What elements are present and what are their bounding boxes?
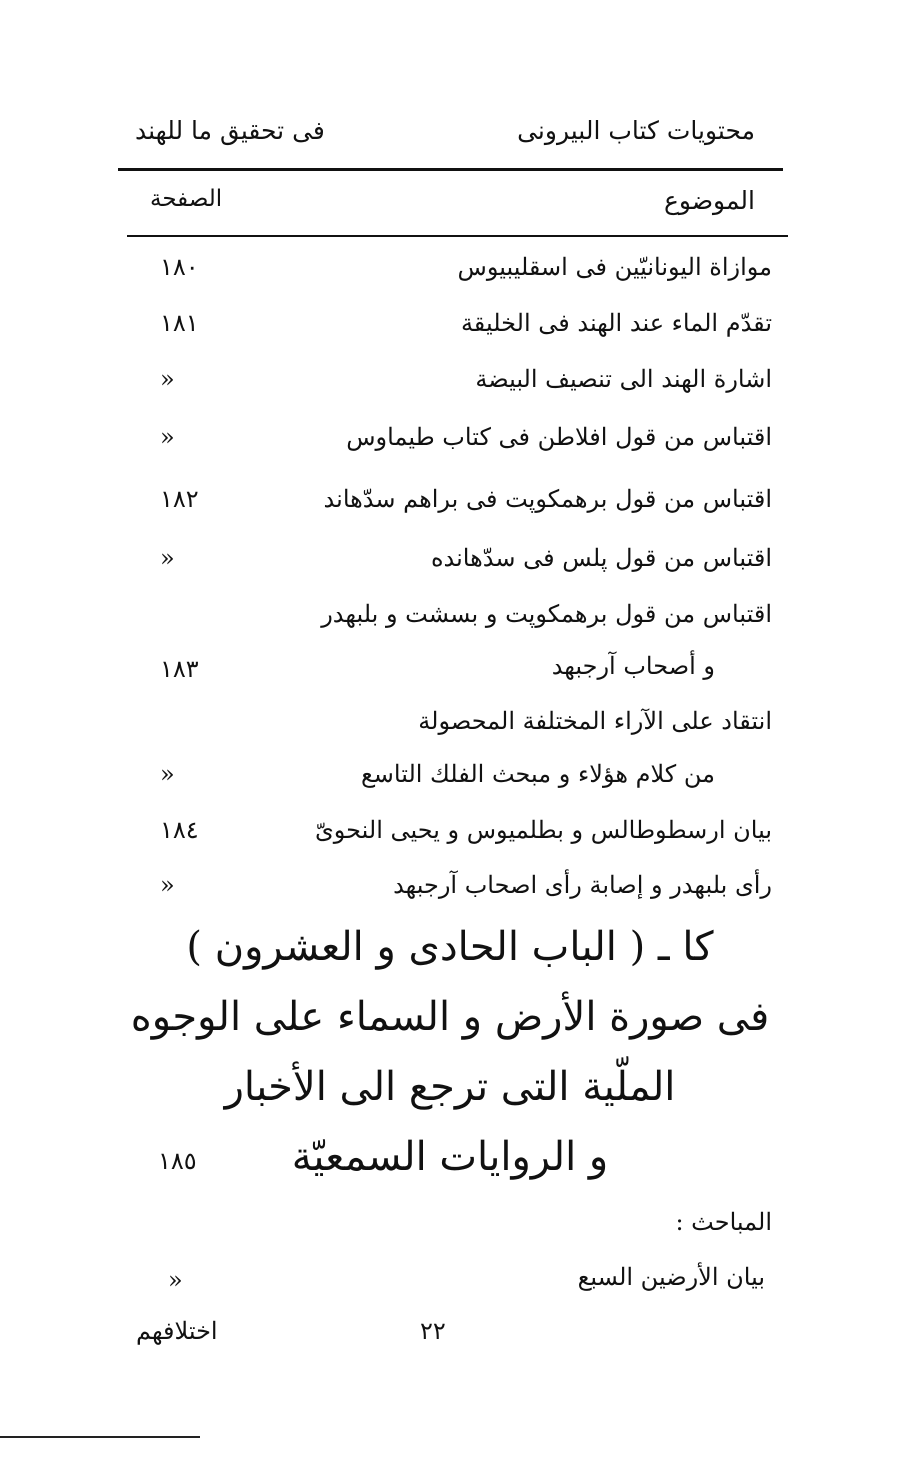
bottom-edge-line xyxy=(0,1436,200,1438)
toc-entry-topic: اقتباس من قول پلس فى سدّهانده xyxy=(430,544,772,572)
toc-entry-page: » xyxy=(160,365,175,393)
toc-entry-topic: اقتباس من قول برهمكوپت فى براهم سدّهاند xyxy=(323,485,772,513)
column-heading-rule xyxy=(127,235,788,237)
chapter-title-line: الملّية التى ترجع الى الأخبار xyxy=(224,1064,676,1110)
toc-entry-topic: موازاة اليونانيّين فى اسقليبيوس xyxy=(457,253,772,281)
toc-entry-topic: بيان ارسطوطالس و بطلميوس و يحيى النحوىّ xyxy=(314,816,772,844)
chapter-title-line: و الروايات السمعيّة xyxy=(291,1134,609,1180)
sections-label: المباحث : xyxy=(675,1208,772,1236)
toc-entry-page: ١٨٠ xyxy=(160,253,199,281)
chapter-page: ١٨٥ xyxy=(158,1147,197,1175)
toc-entry-topic: اقتباس من قول برهمكوپت و بسشت و بلبهدر xyxy=(321,600,772,628)
toc-entry-page: ١٨٢ xyxy=(160,485,199,513)
page-number: ٢٢ xyxy=(420,1317,446,1345)
section-entry-topic: بيان الأرضين السبع xyxy=(577,1263,765,1291)
toc-entry-topic: من كلام هؤلاء و مبحث الفلك التاسع xyxy=(361,760,715,788)
toc-entry-topic: رأى بلبهدر و إصابة رأى اصحاب آرجبهد xyxy=(393,871,772,899)
section-entry-page: » xyxy=(168,1266,183,1294)
toc-entry-page: » xyxy=(160,544,175,572)
toc-entry-page: ١٨٣ xyxy=(160,655,199,683)
toc-entry-topic: اشارة الهند الى تنصيف البيضة xyxy=(475,365,772,393)
toc-entry-page: » xyxy=(160,760,175,788)
toc-entry-page: » xyxy=(160,871,175,899)
column-heading-topic: الموضوع xyxy=(664,186,755,215)
toc-entry-page: ١٨٤ xyxy=(160,816,199,844)
chapter-title-line: فى صورة الأرض و السماء على الوجوه xyxy=(130,994,770,1040)
toc-entry-topic: و أصحاب آرجبهد xyxy=(551,652,715,680)
column-heading-page: الصفحة xyxy=(150,186,223,212)
header-rule xyxy=(118,168,783,171)
chapter-title-line: كا ـ ( الباب الحادى و العشرون ) xyxy=(186,924,714,970)
running-title-right: محتويات كتاب البيرونى xyxy=(517,116,755,145)
catchword: اختلافهم xyxy=(136,1317,218,1345)
toc-entry-topic: انتقاد على الآراء المختلفة المحصولة xyxy=(418,707,772,735)
toc-entry-topic: اقتباس من قول افلاطن فى كتاب طيماوس xyxy=(346,423,772,451)
running-title-left: فى تحقيق ما للهند xyxy=(135,116,325,145)
toc-entry-topic: تقدّم الماء عند الهند فى الخليقة xyxy=(460,309,772,337)
toc-entry-page: ١٨١ xyxy=(160,309,199,337)
toc-entry-page: » xyxy=(160,423,175,451)
